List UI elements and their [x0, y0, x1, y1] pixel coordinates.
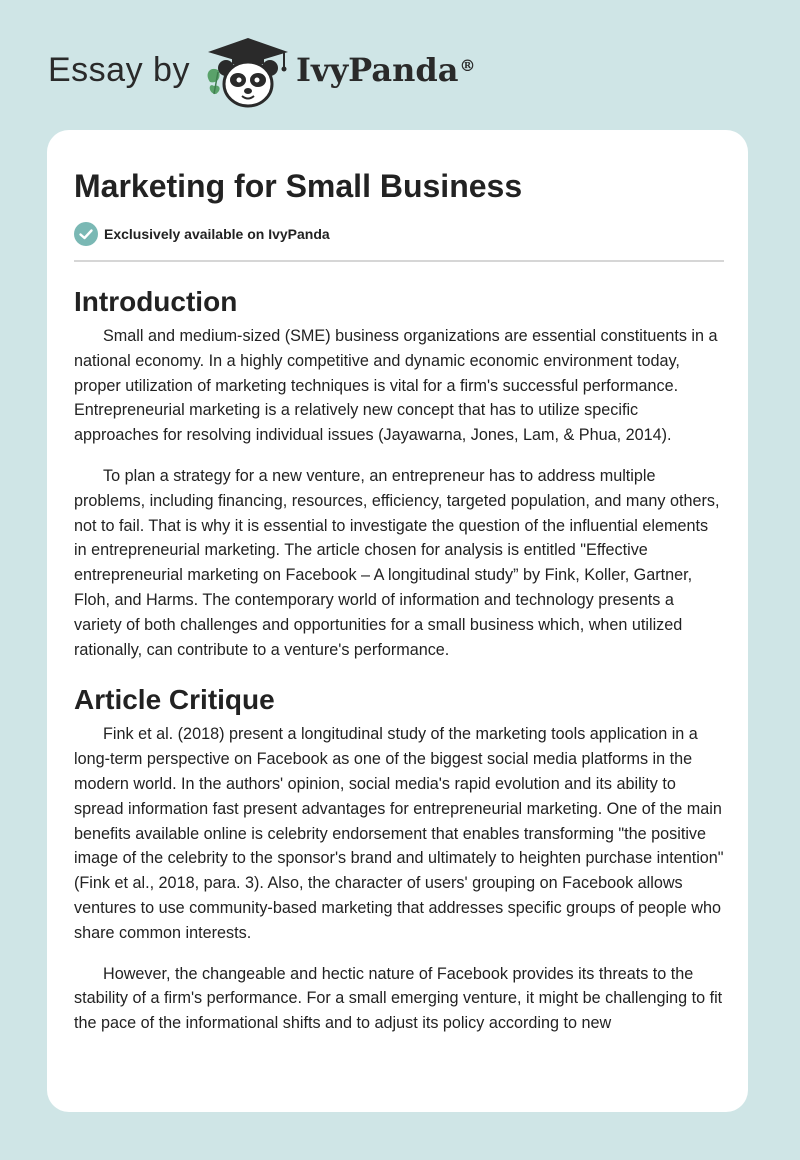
page-title: Marketing for Small Business: [74, 168, 523, 204]
site-header: [0, 0, 800, 130]
exclusive-badge: [74, 222, 330, 246]
paragraph: To plan a strategy for a new venture, an entrepreneur has to address multiple problems, including financing, resources, efficiency, targeted population, and many others, not to fail. That is why it is essential to investigate the question of the influential elements in entrepreneurial marketing. The article chosen for analysis is entitled "Effective entrepreneurial marketing on Facebook – A longitudinal study” by Fink, Koller, Gartner, Floh, and Harms. The contemporary world of information and technology presents a variety of both challenges and opportunities for a small business which, when utilized rationally, can contribute to a venture's performance.: [74, 466, 720, 659]
brand-name[interactable]: [296, 50, 475, 90]
paragraph: Small and medium-sized (SME) business organizations are essential constituents in a national economy. In a highly competitive and dynamic economic environment today, proper utilization of marketing techniques is vital for a firm's successful performance. Entrepreneurial marketing is a relatively new concept that has to utilize specific approaches for resolving individual issues (Jayawarna, Jones, Lam, & Phua, 2014).: [74, 327, 718, 445]
title-divider: [74, 260, 724, 262]
panda-graduate-logo-icon[interactable]: [200, 36, 296, 110]
paragraph: Fink et al. (2018) present a longitudinal study of the marketing tools application in a long-term perspective on Facebook as one of the biggest social media platforms in the modern world. In the authors' opinion, social media's rapid evolution and its ability to spread information fast present advantages for entrepreneurial marketing. One of the main benefits available online is celebrity endorsement that enables transforming "the positive image of the celebrity to the sponsor's brand and ultimately to heighten purchase intention" (Fink et al., 2018, para. 3). Also, the character of users' grouping on Facebook allows ventures to use community-based marketing that addresses specific groups of people who share common interests.: [74, 725, 724, 942]
essay-by-label: Essay by: [48, 51, 190, 89]
exclusive-badge-text: Exclusively available on IvyPanda: [104, 226, 330, 242]
registered-mark: ®: [459, 56, 476, 75]
paragraph: However, the changeable and hectic nature of Facebook provides its threats to the stability of a firm's performance. For a small emerging venture, it might be challenging to fit the pace of the informational shifts and to adjust its policy according to new: [74, 964, 723, 1033]
section-heading: Article Critique: [74, 684, 275, 716]
section-article-critique: [74, 678, 724, 1036]
brand-name-text: IvyPanda: [296, 51, 459, 89]
section-introduction: [74, 280, 724, 662]
section-heading: Introduction: [74, 286, 238, 317]
check-circle-icon: [74, 222, 98, 246]
essay-content: [74, 280, 724, 1052]
essay-card: [47, 130, 748, 1112]
